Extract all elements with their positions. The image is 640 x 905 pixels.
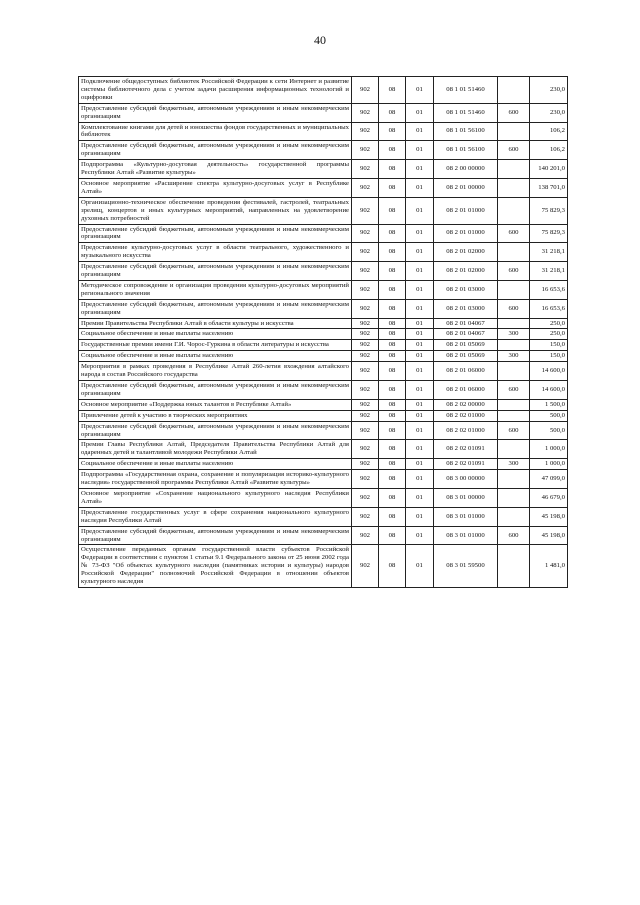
row-target-article-cell: 08 2 00 00000 [434, 160, 498, 179]
table-row [79, 470, 568, 489]
table-row [79, 399, 568, 410]
table-row [79, 299, 568, 318]
row-amount-cell: 150,0 [530, 351, 568, 362]
table-row [79, 122, 568, 141]
row-grbs-cell: 902 [352, 545, 379, 588]
row-expense-type-cell: 600 [498, 262, 530, 281]
row-name-cell: Предоставление субсидий бюджетным, автономным учреждениям и иным некоммерческим организациям [79, 224, 352, 243]
row-amount-cell: 250,0 [530, 318, 568, 329]
row-subsection-cell: 01 [406, 507, 434, 526]
row-grbs-cell: 902 [352, 280, 379, 299]
row-grbs-cell: 902 [352, 507, 379, 526]
row-expense-type-cell [498, 197, 530, 224]
table-row [79, 103, 568, 122]
table-row [79, 178, 568, 197]
row-grbs-cell: 902 [352, 318, 379, 329]
row-section-cell: 08 [379, 340, 406, 351]
row-target-article-cell: 08 3 01 01000 [434, 526, 498, 545]
row-target-article-cell: 08 1 01 51460 [434, 103, 498, 122]
row-name-cell: Основное мероприятие «Поддержка юных талантов в Республике Алтай» [79, 399, 352, 410]
row-subsection-cell: 01 [406, 318, 434, 329]
row-section-cell: 08 [379, 243, 406, 262]
row-grbs-cell: 902 [352, 351, 379, 362]
row-expense-type-cell [498, 243, 530, 262]
row-grbs-cell: 902 [352, 381, 379, 400]
row-subsection-cell: 01 [406, 410, 434, 421]
row-expense-type-cell [498, 470, 530, 489]
row-amount-cell: 140 201,0 [530, 160, 568, 179]
row-grbs-cell: 902 [352, 299, 379, 318]
row-grbs-cell: 902 [352, 526, 379, 545]
row-subsection-cell: 01 [406, 351, 434, 362]
row-target-article-cell: 08 2 01 06000 [434, 381, 498, 400]
row-target-article-cell: 08 2 01 02000 [434, 262, 498, 281]
row-name-cell: Предоставление субсидий бюджетным, автономным учреждениям и иным некоммерческим организациям [79, 141, 352, 160]
row-amount-cell: 47 099,0 [530, 470, 568, 489]
row-subsection-cell: 01 [406, 262, 434, 281]
row-target-article-cell: 08 1 01 56100 [434, 141, 498, 160]
row-target-article-cell: 08 1 01 51460 [434, 77, 498, 104]
row-expense-type-cell [498, 280, 530, 299]
row-amount-cell: 138 701,0 [530, 178, 568, 197]
row-expense-type-cell [498, 178, 530, 197]
table-row [79, 488, 568, 507]
row-expense-type-cell: 600 [498, 103, 530, 122]
row-name-cell: Социальное обеспечение и иные выплаты населению [79, 329, 352, 340]
row-expense-type-cell [498, 488, 530, 507]
row-section-cell: 08 [379, 440, 406, 459]
row-target-article-cell: 08 1 01 56100 [434, 122, 498, 141]
row-section-cell: 08 [379, 122, 406, 141]
row-amount-cell: 14 600,0 [530, 381, 568, 400]
row-subsection-cell: 01 [406, 526, 434, 545]
row-subsection-cell: 01 [406, 459, 434, 470]
row-section-cell: 08 [379, 299, 406, 318]
row-expense-type-cell: 600 [498, 224, 530, 243]
table-row [79, 410, 568, 421]
row-subsection-cell: 01 [406, 178, 434, 197]
row-name-cell: Комплектование книгами для детей и юношества фондов государственных и муниципальных библиотек [79, 122, 352, 141]
row-subsection-cell: 01 [406, 77, 434, 104]
row-section-cell: 08 [379, 488, 406, 507]
row-amount-cell: 500,0 [530, 421, 568, 440]
row-amount-cell: 1 481,0 [530, 545, 568, 588]
row-amount-cell: 106,2 [530, 141, 568, 160]
row-expense-type-cell: 600 [498, 381, 530, 400]
row-name-cell: Государственные премии имени Г.И. Чорос-Гуркина в области литературы и искусства [79, 340, 352, 351]
table-row [79, 459, 568, 470]
row-subsection-cell: 01 [406, 421, 434, 440]
row-grbs-cell: 902 [352, 470, 379, 489]
row-target-article-cell: 08 3 01 00000 [434, 488, 498, 507]
budget-table [78, 76, 568, 588]
table-row [79, 507, 568, 526]
row-name-cell: Предоставление субсидий бюджетным, автономным учреждениям и иным некоммерческим организациям [79, 262, 352, 281]
row-amount-cell: 31 218,1 [530, 262, 568, 281]
row-subsection-cell: 01 [406, 141, 434, 160]
row-target-article-cell: 08 2 01 04067 [434, 329, 498, 340]
row-target-article-cell: 08 3 00 00000 [434, 470, 498, 489]
row-amount-cell: 45 198,0 [530, 526, 568, 545]
row-subsection-cell: 01 [406, 329, 434, 340]
row-amount-cell: 45 198,0 [530, 507, 568, 526]
row-grbs-cell: 902 [352, 410, 379, 421]
row-expense-type-cell [498, 507, 530, 526]
row-section-cell: 08 [379, 178, 406, 197]
row-section-cell: 08 [379, 351, 406, 362]
table-row [79, 197, 568, 224]
row-section-cell: 08 [379, 507, 406, 526]
row-name-cell: Основное мероприятие «Сохранение национального культурного наследия Республики Алтай» [79, 488, 352, 507]
row-expense-type-cell [498, 440, 530, 459]
row-target-article-cell: 08 2 01 00000 [434, 178, 498, 197]
row-grbs-cell: 902 [352, 421, 379, 440]
row-expense-type-cell [498, 340, 530, 351]
row-target-article-cell: 08 2 01 01000 [434, 197, 498, 224]
row-amount-cell: 14 600,0 [530, 362, 568, 381]
row-target-article-cell: 08 2 01 02000 [434, 243, 498, 262]
row-amount-cell: 150,0 [530, 340, 568, 351]
budget-table-body [79, 77, 568, 588]
row-section-cell: 08 [379, 399, 406, 410]
row-name-cell: Организационно-техническое обеспечение проведения фестивалей, гастролей, театральных зрелищ, концертов и иных культурных мероприятий, направленных на удовлетворение духовных потребностей [79, 197, 352, 224]
page-number: 40 [314, 33, 326, 47]
row-section-cell: 08 [379, 526, 406, 545]
row-name-cell: Социальное обеспечение и иные выплаты населению [79, 459, 352, 470]
row-expense-type-cell [498, 77, 530, 104]
row-section-cell: 08 [379, 545, 406, 588]
row-expense-type-cell: 300 [498, 329, 530, 340]
row-subsection-cell: 01 [406, 224, 434, 243]
table-row [79, 381, 568, 400]
row-target-article-cell: 08 2 01 06000 [434, 362, 498, 381]
row-amount-cell: 16 653,6 [530, 280, 568, 299]
row-grbs-cell: 902 [352, 178, 379, 197]
row-expense-type-cell [498, 122, 530, 141]
row-amount-cell: 230,0 [530, 103, 568, 122]
row-name-cell: Осуществление переданных органам государственной власти субъектов Российской Федерации в соответствии с пунктом 1 статьи 9.1 Федерального закона от 25 июня 2002 года № 73-ФЗ "Об объектах культурного наследия (памятниках истории и культуры) народов Российской Федерации" полномочий Российской Федерации в отношении объектов культурного наследия [79, 545, 352, 588]
row-name-cell: Подпрограмма «Государственная охрана, сохранение и популяризация историко-культурного наследия» государственной программы Республики Алтай «Развитие культуры» [79, 470, 352, 489]
row-grbs-cell: 902 [352, 440, 379, 459]
row-name-cell: Основное мероприятие «Расширение спектра культурно-досуговых услуг в Республике Алтай» [79, 178, 352, 197]
row-name-cell: Предоставление культурно-досуговых услуг в области театрального, художественного и музыкального искусства [79, 243, 352, 262]
row-subsection-cell: 01 [406, 362, 434, 381]
row-expense-type-cell [498, 399, 530, 410]
row-subsection-cell: 01 [406, 399, 434, 410]
row-name-cell: Премии Правительства Республики Алтай в области культуры и искусства [79, 318, 352, 329]
row-target-article-cell: 08 3 01 59500 [434, 545, 498, 588]
row-name-cell: Предоставление субсидий бюджетным, автономным учреждениям и иным некоммерческим организациям [79, 381, 352, 400]
table-row [79, 224, 568, 243]
table-row [79, 141, 568, 160]
table-row [79, 362, 568, 381]
row-amount-cell: 1 000,0 [530, 440, 568, 459]
row-grbs-cell: 902 [352, 224, 379, 243]
table-row [79, 262, 568, 281]
row-target-article-cell: 08 2 01 01000 [434, 224, 498, 243]
row-grbs-cell: 902 [352, 399, 379, 410]
row-amount-cell: 31 218,1 [530, 243, 568, 262]
table-row [79, 160, 568, 179]
row-expense-type-cell: 300 [498, 459, 530, 470]
row-target-article-cell: 08 2 01 05069 [434, 351, 498, 362]
row-name-cell: Мероприятия в рамках проведения в Республике Алтай 260-летия вхождения алтайского народа в состав Российского государства [79, 362, 352, 381]
row-grbs-cell: 902 [352, 459, 379, 470]
table-row [79, 440, 568, 459]
row-subsection-cell: 01 [406, 545, 434, 588]
row-grbs-cell: 902 [352, 329, 379, 340]
table-row [79, 280, 568, 299]
row-target-article-cell: 08 3 01 01000 [434, 507, 498, 526]
row-subsection-cell: 01 [406, 299, 434, 318]
row-target-article-cell: 08 2 01 05069 [434, 340, 498, 351]
row-subsection-cell: 01 [406, 243, 434, 262]
row-grbs-cell: 902 [352, 362, 379, 381]
row-amount-cell: 106,2 [530, 122, 568, 141]
table-row [79, 545, 568, 588]
row-name-cell: Подключение общедоступных библиотек Российской Федерации к сети Интернет и развитие системы библиотечного дела с учетом задачи расширения информационных технологий и оцифровки [79, 77, 352, 104]
row-grbs-cell: 902 [352, 488, 379, 507]
row-name-cell: Предоставление субсидий бюджетным, автономным учреждениям и иным некоммерческим организациям [79, 103, 352, 122]
row-name-cell: Премии Главы Республики Алтай, Председателя Правительства Республики Алтай для одаренных детей и талантливой молодежи Республики Алтай [79, 440, 352, 459]
row-target-article-cell: 08 2 02 01091 [434, 440, 498, 459]
row-grbs-cell: 902 [352, 197, 379, 224]
row-section-cell: 08 [379, 197, 406, 224]
row-subsection-cell: 01 [406, 381, 434, 400]
row-expense-type-cell [498, 362, 530, 381]
row-section-cell: 08 [379, 224, 406, 243]
row-expense-type-cell [498, 318, 530, 329]
table-row [79, 340, 568, 351]
row-section-cell: 08 [379, 77, 406, 104]
row-grbs-cell: 902 [352, 103, 379, 122]
table-row [79, 243, 568, 262]
table-row [79, 329, 568, 340]
row-grbs-cell: 902 [352, 141, 379, 160]
row-subsection-cell: 01 [406, 103, 434, 122]
row-name-cell: Предоставление субсидий бюджетным, автономным учреждениям и иным некоммерческим организациям [79, 421, 352, 440]
row-expense-type-cell: 600 [498, 421, 530, 440]
row-section-cell: 08 [379, 459, 406, 470]
row-grbs-cell: 902 [352, 77, 379, 104]
row-grbs-cell: 902 [352, 340, 379, 351]
row-name-cell: Методическое сопровождение и организация проведения культурно-досуговых мероприятий регионального значения [79, 280, 352, 299]
row-name-cell: Подпрограмма «Культурно-досуговая деятельность» государственной программы Республики Алтай «Развитие культуры» [79, 160, 352, 179]
row-expense-type-cell: 300 [498, 351, 530, 362]
row-target-article-cell: 08 2 02 01000 [434, 421, 498, 440]
row-expense-type-cell: 600 [498, 299, 530, 318]
row-section-cell: 08 [379, 381, 406, 400]
row-section-cell: 08 [379, 421, 406, 440]
row-expense-type-cell [498, 545, 530, 588]
row-subsection-cell: 01 [406, 160, 434, 179]
row-target-article-cell: 08 2 02 01000 [434, 410, 498, 421]
row-target-article-cell: 08 2 01 03000 [434, 299, 498, 318]
row-expense-type-cell [498, 410, 530, 421]
row-amount-cell: 230,0 [530, 77, 568, 104]
table-row [79, 351, 568, 362]
row-grbs-cell: 902 [352, 160, 379, 179]
table-row [79, 318, 568, 329]
table-row [79, 77, 568, 104]
row-name-cell: Предоставление субсидий бюджетным, автономным учреждениям и иным некоммерческим организациям [79, 526, 352, 545]
row-section-cell: 08 [379, 329, 406, 340]
row-section-cell: 08 [379, 103, 406, 122]
table-row [79, 421, 568, 440]
row-section-cell: 08 [379, 280, 406, 299]
row-amount-cell: 250,0 [530, 329, 568, 340]
row-section-cell: 08 [379, 318, 406, 329]
row-name-cell: Предоставление государственных услуг в сфере сохранения национального культурного наследия Республики Алтай [79, 507, 352, 526]
row-subsection-cell: 01 [406, 280, 434, 299]
row-subsection-cell: 01 [406, 197, 434, 224]
row-target-article-cell: 08 2 01 04067 [434, 318, 498, 329]
row-amount-cell: 500,0 [530, 410, 568, 421]
row-target-article-cell: 08 2 02 00000 [434, 399, 498, 410]
row-section-cell: 08 [379, 262, 406, 281]
row-target-article-cell: 08 2 01 03000 [434, 280, 498, 299]
row-section-cell: 08 [379, 470, 406, 489]
row-section-cell: 08 [379, 160, 406, 179]
row-amount-cell: 75 829,3 [530, 224, 568, 243]
row-section-cell: 08 [379, 141, 406, 160]
table-row [79, 526, 568, 545]
row-name-cell: Привлечение детей к участию в творческих мероприятиях [79, 410, 352, 421]
row-subsection-cell: 01 [406, 488, 434, 507]
row-subsection-cell: 01 [406, 122, 434, 141]
row-section-cell: 08 [379, 362, 406, 381]
row-grbs-cell: 902 [352, 243, 379, 262]
row-subsection-cell: 01 [406, 340, 434, 351]
row-amount-cell: 46 679,0 [530, 488, 568, 507]
row-name-cell: Социальное обеспечение и иные выплаты населению [79, 351, 352, 362]
row-expense-type-cell: 600 [498, 141, 530, 160]
row-target-article-cell: 08 2 02 01091 [434, 459, 498, 470]
row-amount-cell: 75 829,3 [530, 197, 568, 224]
row-subsection-cell: 01 [406, 470, 434, 489]
row-grbs-cell: 902 [352, 262, 379, 281]
row-amount-cell: 1 500,0 [530, 399, 568, 410]
row-expense-type-cell [498, 160, 530, 179]
row-section-cell: 08 [379, 410, 406, 421]
row-amount-cell: 1 000,0 [530, 459, 568, 470]
row-amount-cell: 16 653,6 [530, 299, 568, 318]
row-subsection-cell: 01 [406, 440, 434, 459]
row-grbs-cell: 902 [352, 122, 379, 141]
row-name-cell: Предоставление субсидий бюджетным, автономным учреждениям и иным некоммерческим организациям [79, 299, 352, 318]
row-expense-type-cell: 600 [498, 526, 530, 545]
